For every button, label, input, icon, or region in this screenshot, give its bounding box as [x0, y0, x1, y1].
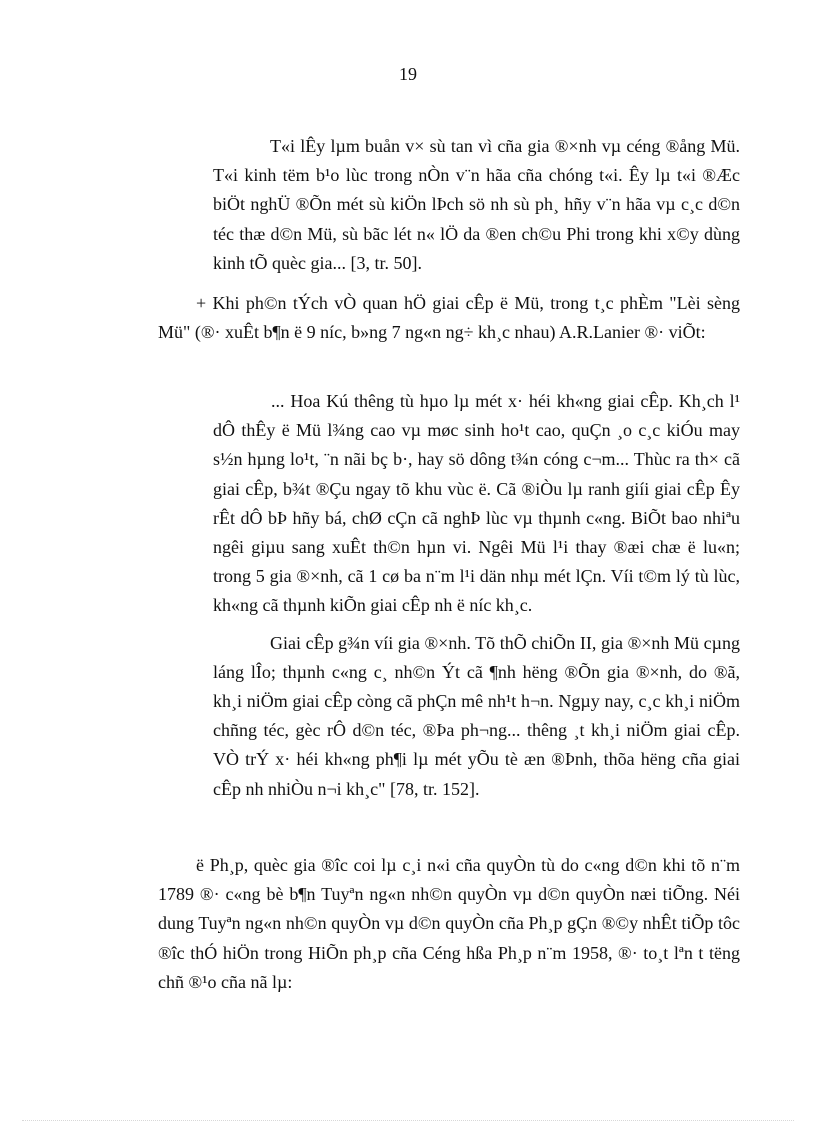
page-bottom-divider [22, 1120, 794, 1121]
quote-block-2 [213, 387, 740, 804]
quote-block-1 [213, 132, 740, 278]
body-paragraph-france: ë Ph¸p, quèc gia ®îc coi lµ c¸i n«i cña quyÒn tù do c«ng d©n khi tõ n¨m 1789 ®· c«ng bè b¶n Tuyªn ng«n nh©n quyÒn vµ d©n quyÒn næi tiÕng. Néi dung Tuyªn ng«n nh©n quyÒn vµ d©n quyÒn cña Ph¸p gÇn ®©y nhÊt tiÕp tôc ®îc thÓ hiÖn trong HiÕn ph¸p cña Céng hßa Ph¸p n¨m 1958, ®· to¸t lªn t tëng chñ ®¹o cña nã lµ: [158, 855, 740, 992]
quote-paragraph-second: Giai cÊp g¾n víi gia ®×nh. Tõ thÕ chiÕn II, gia ®×nh Mü cµng láng lÎo; thµnh c«ng c¸ nh©n Ýt cã ¶nh hëng ®Õn gia ®×nh, do ®ã, kh¸i niÖm giai cÊp còng cã phÇn mê nh¹t h¬n. Ngµy nay, c¸c kh¸i niÖm chñng téc, gèc rÔ d©n téc, ®Þa ph¬ng... thêng ¸t kh¸i niÖm giai cÊp. VÒ trÝ x· héi kh«ng ph¶i lµ mét yÕu tè æn ®Þnh, thõa hëng cña giai cÊp nh nhiÒu n¬i kh¸c" [78, tr. 152]. [213, 632, 740, 799]
quote-paragraph: T«i lÊy lµm buån v× sù tan vì cña gia ®×nh vµ céng ®ång Mü. T«i kinh tëm b¹o lùc trong nÒn v¨n hãa cña chóng t«i. Êy lµ t«i ®Æc biÖt nghÜ ®Õn mét sù kiÖn lÞch sö nh sù ph¸ hñy v¨n hãa vµ c¸c d©n téc thæ d©n Mü, sù bãc lét n« lÖ da ®en ch©u Phi trong khi x©y dùng kinh tÕ quèc gia... [3, tr. 50]. [213, 136, 740, 273]
body-paragraph-lanier: + Khi ph©n tÝch vÒ quan hÖ giai cÊp ë Mü, trong t¸c phÈm "Lèi sèng Mü" (®· xuÊt b¶n ë 9 níc, b»ng 7 ng«n ng÷ kh¸c nhau) A.R.Lanier ®· viÕt: [158, 293, 740, 343]
page-number: 19 [399, 64, 417, 84]
quote-paragraph-first: ... Hoa Kú thêng tù hµo lµ mét x· héi kh«ng giai cÊp. Kh¸ch l¹ dÔ thÊy ë Mü l¾ng cao vµ møc sinh ho¹t cao, quÇn ¸o c¸c kiÓu may s½n hµng lo¹t, ¨n nãi bç b·, hay sö dông t¾n cóng c¬m... Thùc ra th× cã giai cÊp, b¾t ®Çu ngay tõ khu vùc ë. Cã ®iÒu lµ ranh giíi giai cÊp Êy rÊt dÔ bÞ hñy bá, chØ cÇn cã nghÞ lùc vµ thµnh c«ng. BiÕt bao nhiªu ngêi giµu sang xuÊt th©n hµn vi. Ngêi Mü l¹i thay ®æi chæ ë lu«n; trong 5 gia ®×nh, cã 1 cø ba n¨m l¹i dän nhµ mét lÇn. Víi t©m lý tù lùc, kh«ng cã thµnh kiÕn giai cÊp nh ë níc kh¸c. [213, 391, 740, 616]
